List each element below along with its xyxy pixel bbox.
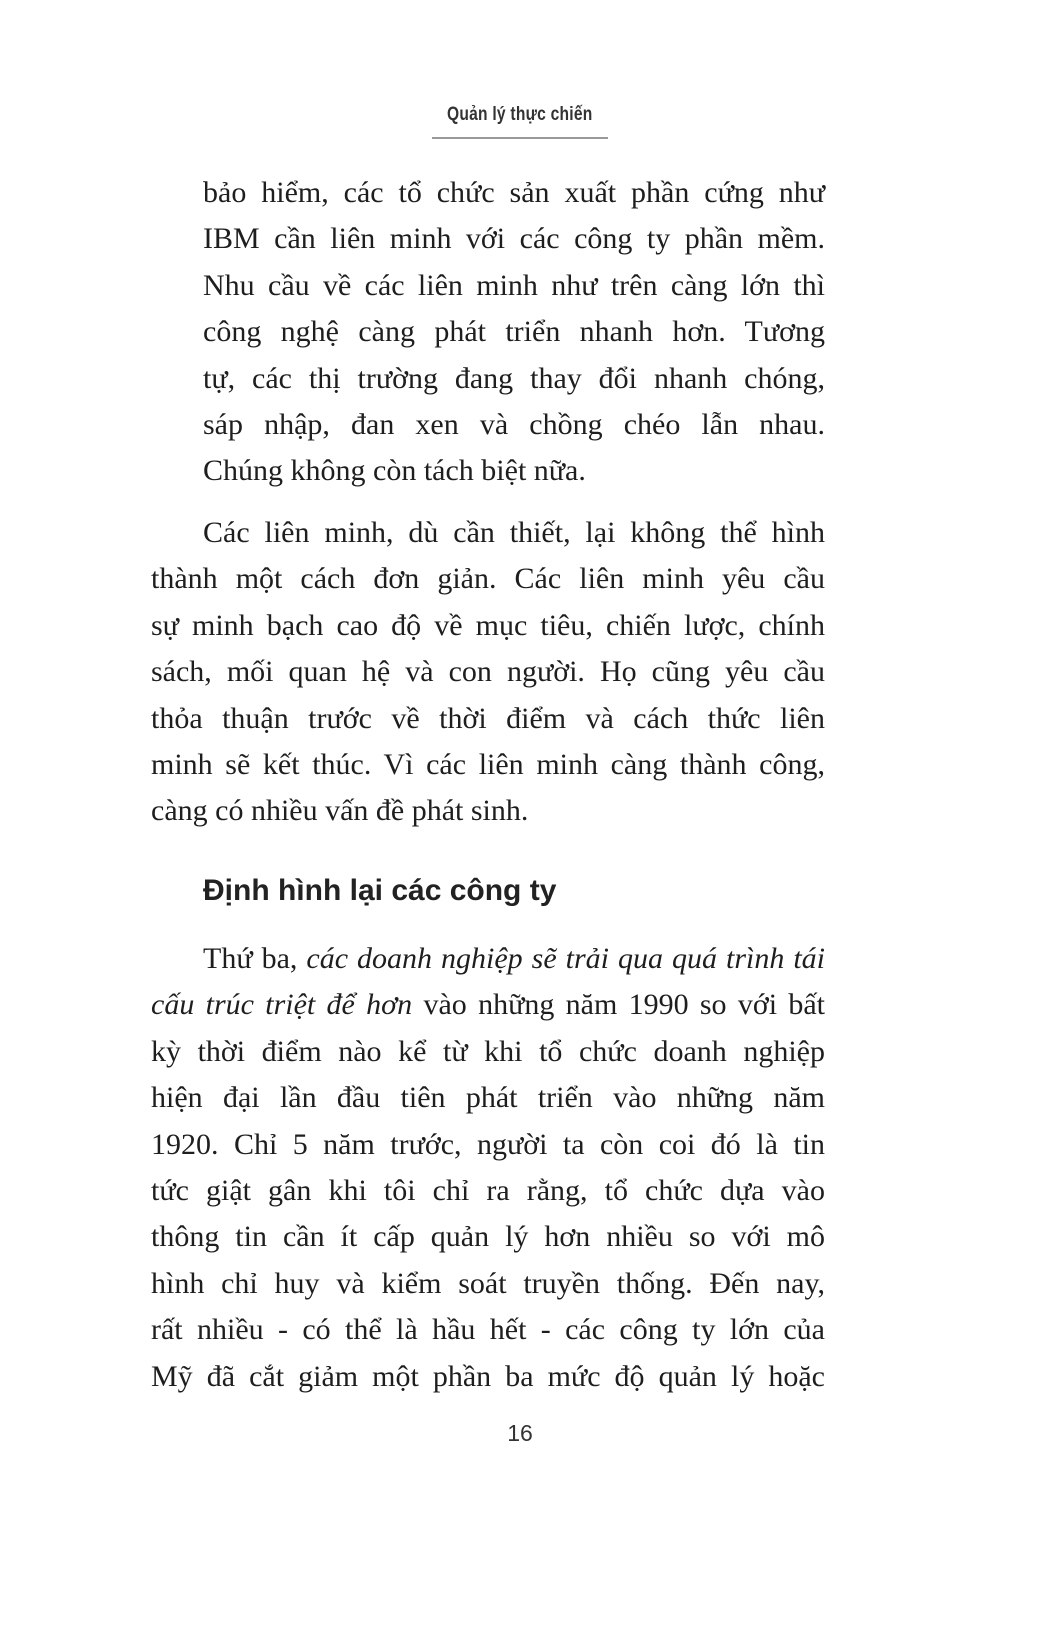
text-line: bảo hiểm, các tổ chức sản xuất phần cứng như <box>203 176 825 209</box>
header-rule <box>432 137 608 139</box>
text-line: Nhu cầu về các liên minh như trên càng lớn thì <box>203 268 825 302</box>
text-line: IBM cần liên minh với các công ty phần mềm. <box>203 222 825 256</box>
text-plain: vào những năm 1990 so với bất <box>412 988 825 1022</box>
text-line: Chúng không còn tách biệt nữa. <box>203 454 586 488</box>
page-number: 16 <box>507 1420 533 1446</box>
text-line: minh sẽ kết thúc. Vì các liên minh càng thành công, <box>151 747 825 781</box>
text-line: kỳ thời điểm nào kể từ khi tổ chức doanh nghiệp <box>151 1034 825 1068</box>
text-line: rất nhiều - có thể là hầu hết - các công ty lớn của <box>151 1313 825 1347</box>
text-line: thỏa thuận trước về thời điểm và cách thức liên <box>151 701 825 735</box>
text-line: 1920. Chỉ 5 năm trước, người ta còn coi đó là tin <box>151 1127 825 1161</box>
text-line <box>151 982 825 1028</box>
text-line: sự minh bạch cao độ về mục tiêu, chiến lược, chính <box>151 608 825 642</box>
running-header-text: Quản lý thực chiến <box>447 104 593 125</box>
text-line: Mỹ đã cắt giảm một phần ba mức độ quản lý hoặc <box>151 1359 825 1393</box>
paragraph-2 <box>151 510 825 835</box>
running-header <box>0 104 1040 126</box>
text-line: càng có nhiều vấn đề phát sinh. <box>151 794 529 828</box>
paragraph-1 <box>203 170 825 495</box>
text-plain: Thứ ba, <box>203 942 307 975</box>
paragraph-3 <box>151 936 825 1400</box>
text-line: Các liên minh, dù cần thiết, lại không thể hình <box>203 516 825 549</box>
text-line: thông tin cần ít cấp quản lý hơn nhiều so với mô <box>151 1220 825 1254</box>
section-heading: Định hình lại các công ty <box>203 874 557 907</box>
text-line: hình chỉ huy và kiểm soát truyền thống. Đến nay, <box>151 1266 825 1300</box>
text-italic: cấu trúc triệt để hơn <box>151 988 413 1022</box>
text-line: công nghệ càng phát triển nhanh hơn. Tương <box>203 315 825 349</box>
text-line: tức giật gân khi tôi chỉ ra rằng, tổ chức dựa vào <box>151 1173 825 1207</box>
text-line <box>151 936 825 982</box>
text-line: sáp nhập, đan xen và chồng chéo lẫn nhau. <box>203 407 825 441</box>
text-italic: các doanh nghiệp sẽ trải qua quá trình tái <box>306 942 825 975</box>
text-line: thành một cách đơn giản. Các liên minh yêu cầu <box>151 562 825 596</box>
text-line: tự, các thị trường đang thay đổi nhanh chóng, <box>203 361 825 395</box>
text-line: sách, mối quan hệ và con người. Họ cũng yêu cầu <box>151 655 825 689</box>
text-line: hiện đại lần đầu tiên phát triển vào những năm <box>151 1081 825 1115</box>
